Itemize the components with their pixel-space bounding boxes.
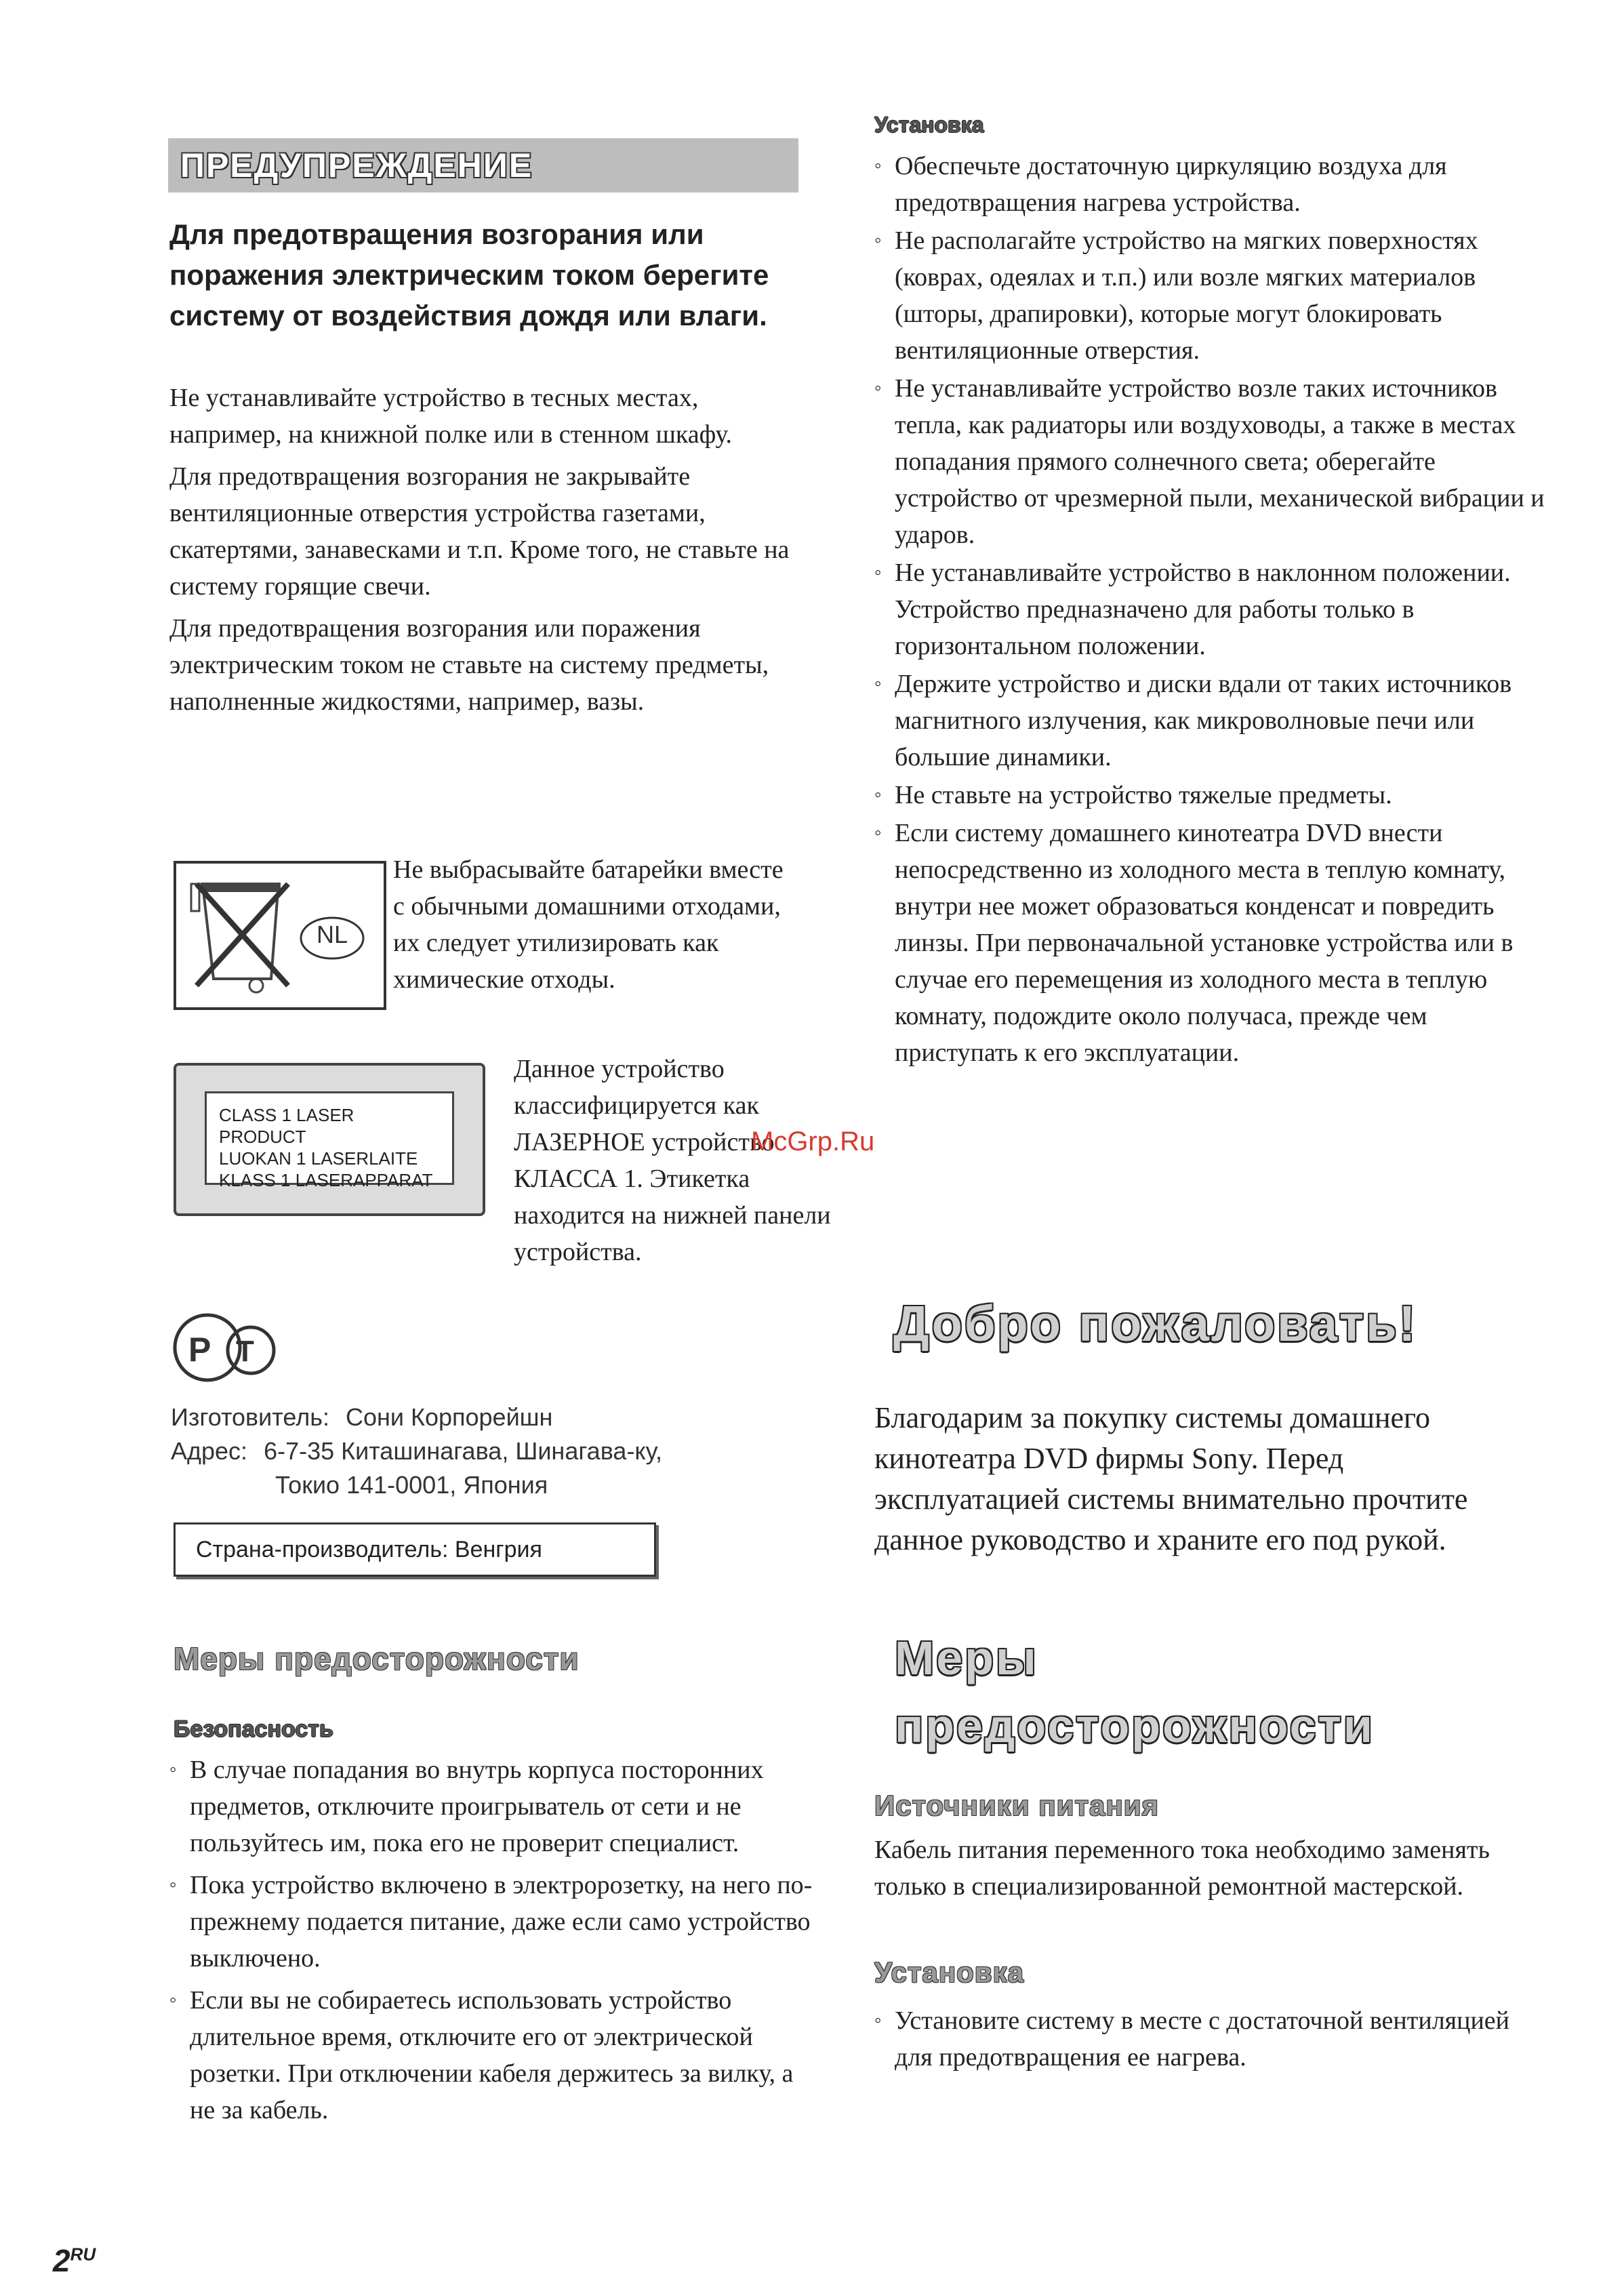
warning-bold-text: Для предотвращения возгорания или поражения электрическим током берегите систему от воздействия дождя или влаги.	[169, 218, 769, 331]
list-item: ◦ Не устанавливайте устройство в наклонном положении. Устройство предназначено для работы только в горизонтальном положении.	[874, 554, 1545, 664]
pct-cert-icon	[171, 1311, 279, 1386]
warning-title: ПРЕДУПРЕЖДЕНИЕ	[180, 146, 533, 184]
laser-line-1: CLASS 1 LASER PRODUCT	[219, 1105, 354, 1147]
bullet-icon: ◦	[169, 1874, 177, 1896]
manufacturer-value: Сони Корпорейшн	[345, 1403, 553, 1431]
precautions-title: Меры предосторожности	[174, 1641, 580, 1676]
bullet-icon: ◦	[874, 672, 882, 695]
crossed-bin-icon	[176, 864, 384, 1007]
laser-line-3: KLASS 1 LASERAPPARAT	[219, 1170, 433, 1190]
precautions-big-title	[895, 1624, 1375, 1760]
watermark: McGrp.Ru	[751, 1127, 875, 1156]
page-number: $2^{RU}$	[53, 2243, 96, 2278]
safety-list	[169, 1752, 813, 2128]
address-line-2: Токио 141-0001, Япония	[275, 1471, 548, 1499]
bullet-icon: ◦	[874, 784, 882, 806]
address-row	[171, 1434, 849, 1468]
paragraph-narrow-places: Не устанавливайте устройство в тесных местах, например, на книжной полке или в стенном шкафу.	[169, 384, 733, 449]
bullet-icon: ◦	[169, 1989, 177, 2011]
warning-banner	[168, 138, 798, 193]
list-item: ◦ Не ставьте на устройство тяжелые предметы.	[874, 777, 1545, 813]
list-item: ◦ Не располагайте устройство на мягких поверхностях (коврах, одеялах и т.п.) или возле мягких материалов (шторы, драпировки), которые могут блокировать вентиляционные отверстия.	[874, 222, 1545, 369]
install-head: Установка	[874, 113, 984, 137]
list-item: ◦ Если вы не собираетесь использовать устройство длительное время, отключите его от электрической розетки. При отключении кабеля держитесь за вилку, а не за кабель.	[169, 1982, 813, 2128]
install2-list-container	[874, 2002, 1525, 2077]
svg-text:P: P	[188, 1331, 211, 1369]
battery-badge: NL	[316, 921, 348, 948]
battery-text: Не выбрасывайте батарейки вместе с обычными домашними отходами, их следует утилизировать как химические отходы.	[393, 855, 784, 994]
power-head: Источники питания	[874, 1790, 1160, 1821]
bullet-icon: ◦	[874, 377, 882, 399]
battery-disposal-symbol	[174, 861, 386, 1010]
list-item: ◦ Установите систему в месте с достаточной вентиляцией для предотвращения ее нагрева.	[874, 2002, 1525, 2076]
install-list-container	[874, 148, 1545, 1072]
page-suffix: RU	[70, 2244, 96, 2265]
bullet-icon: ◦	[874, 822, 882, 844]
address-label: Адрес:	[171, 1437, 248, 1465]
paragraph-ventilation: Для предотвращения возгорания не закрывайте вентиляционные отверстия устройства газетами, скатертями, занавесками и т.п. Кроме того, не ставьте на систему горящие свечи.	[169, 462, 790, 601]
precautions-big-line-2: предосторожности	[895, 1699, 1375, 1752]
list-item: ◦ Пока устройство включено в электророзетку, на него по-прежнему подается питание, даже если само устройство выключено.	[169, 1867, 813, 1977]
install2-list	[874, 2002, 1525, 2076]
laser-text: Данное устройство классифицируется как ЛАЗЕРНОЕ устройство КЛАССА 1. Этикетка находится на нижней панели устройства.	[514, 1055, 831, 1266]
list-item: ◦ Не устанавливайте устройство возле таких источников тепла, как радиаторы или воздуховоды, а также в местах попадания прямого солнечного света; оберегайте устройство от чрезмерной пыли, механической вибрации и ударов.	[874, 370, 1545, 553]
laser-line-2: LUOKAN 1 LASERLAITE	[219, 1148, 418, 1169]
country-box: Страна-производитель: Венгрия	[174, 1522, 656, 1577]
paragraph-liquids: Для предотвращения возгорания или поражения электрическим током не ставьте на систему предметы, наполненные жидкостями, например, вазы.	[169, 614, 769, 716]
list-item: ◦ Держите устройство и диски вдали от таких источников магнитного излучения, как микроволновые печи или большие динамики.	[874, 666, 1545, 775]
safety-head: Безопасность	[174, 1716, 333, 1742]
install-list	[874, 148, 1545, 1071]
bullet-icon: ◦	[874, 561, 882, 584]
bullet-icon: ◦	[874, 155, 882, 177]
precautions-big-line-1: Меры	[895, 1632, 1038, 1684]
svg-text:T: T	[236, 1335, 254, 1368]
warning-paragraphs	[169, 380, 807, 723]
laser-label	[174, 1063, 485, 1216]
manufacturer-label: Изготовитель:	[171, 1403, 329, 1431]
manufacturer-row	[171, 1400, 849, 1434]
welcome-text: Благодарим за покупку системы домашнего кинотеатра DVD фирмы Sony. Перед эксплуатацией системы внимательно прочтите данное руководство и храните его под рукой.	[874, 1401, 1468, 1556]
power-text: Кабель питания переменного тока необходимо заменять только в специализированной ремонтной мастерской.	[874, 1836, 1490, 1901]
bullet-icon: ◦	[169, 1758, 177, 1781]
list-item: ◦ В случае попадания во внутрь корпуса посторонних предметов, отключите проигрыватель от сети и не пользуйтесь им, пока его не проверит специалист.	[169, 1752, 813, 1861]
list-item: ◦ Если систему домашнего кинотеатра DVD внести непосредственно из холодного места в теплую комнату, внутри нее может образоваться конденсат и повредить линзы. При первоначальной установке устройства или в случае его перемещения из холодного места в теплую комнату, подождите около получаса, прежде чем приступать к его эксплуатации.	[874, 815, 1545, 1071]
install2-head: Установка	[874, 1956, 1024, 1988]
bullet-icon: ◦	[874, 229, 882, 251]
welcome-title: Добро пожаловать!	[893, 1295, 1418, 1352]
laser-label-inner	[205, 1091, 454, 1190]
list-item: ◦ Обеспечьте достаточную циркуляцию воздуха для предотвращения нагрева устройства.	[874, 148, 1545, 221]
bullet-icon: ◦	[874, 2009, 882, 2032]
safety-list-container	[169, 1752, 813, 2130]
certification-mark	[171, 1311, 279, 1386]
address-line-1: 6-7-35 Киташинагава, Шинагава-ку,	[264, 1437, 662, 1465]
manufacturer-block	[171, 1400, 849, 1502]
